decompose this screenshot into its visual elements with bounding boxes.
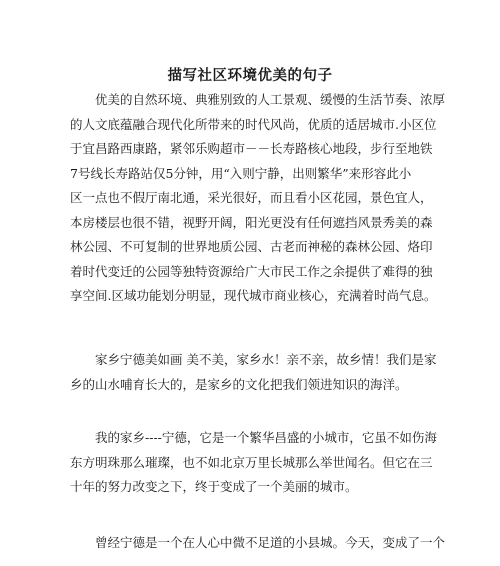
- text-line: 于宜昌路西康路，紧邻乐购超市－－长寿路核心地段，步行至地铁: [70, 141, 433, 156]
- text-line: 林公园、不可复制的世界地质公园、古老而神秘的森林公园、烙印: [70, 239, 433, 254]
- text-line: 我的家乡----宁德，它是一个繁华昌盛的小城市，它虽不如伤海: [70, 430, 437, 445]
- text-line: 着时代变迁的公园等独特资源给广大市民工作之余提供了难得的独: [70, 263, 433, 279]
- document-title: 描写社区环境优美的句子: [167, 67, 333, 84]
- text-line: 东方明珠那么璀璨，也不如北京万里长城那么举世闻名。但它在三: [70, 454, 433, 470]
- paragraph-community-environment: [70, 88, 450, 309]
- paragraph-hometown-ningde: [70, 348, 450, 397]
- text-line: 区一点也不假厅南北通，采光很好，而且看小区花园，景色宜人，: [70, 190, 433, 205]
- text-line: 优美的自然环境、典雅别致的人工景观、缓慢的生活节奏、浓厚: [70, 92, 446, 107]
- text-line: 十年的努力改变之下，终于变成了一个美丽的城市。: [70, 479, 358, 494]
- text-line: 家乡宁德美如画 美不美，家乡水！亲不亲，故乡情！我们是家: [70, 352, 437, 367]
- text-line: 乡的山水哺育长大的，是家乡的文化把我们领进知识的海洋。: [70, 376, 408, 392]
- text-line: 的人文底蕴融合现代化所带来的时代风尚，优质的适居城市.小区位: [70, 116, 437, 132]
- paragraph-my-hometown: [70, 426, 450, 500]
- text-line: 7号线长寿路站仅5分钟，用“入则宁静，出则繁华”来形容此小: [70, 165, 412, 181]
- text-line: 曾经宁德是一个在人心中微不足道的小县城。今天，变成了一个: [70, 535, 446, 550]
- text-line: 本房楼层也很不错，视野开阔，阳光更没有任何遮挡风景秀美的森: [70, 214, 433, 230]
- paragraph-ningde-past: [70, 531, 450, 556]
- text-line: 享空间.区域功能划分明显，现代城市商业核心，充满着时尚气息。: [70, 288, 437, 303]
